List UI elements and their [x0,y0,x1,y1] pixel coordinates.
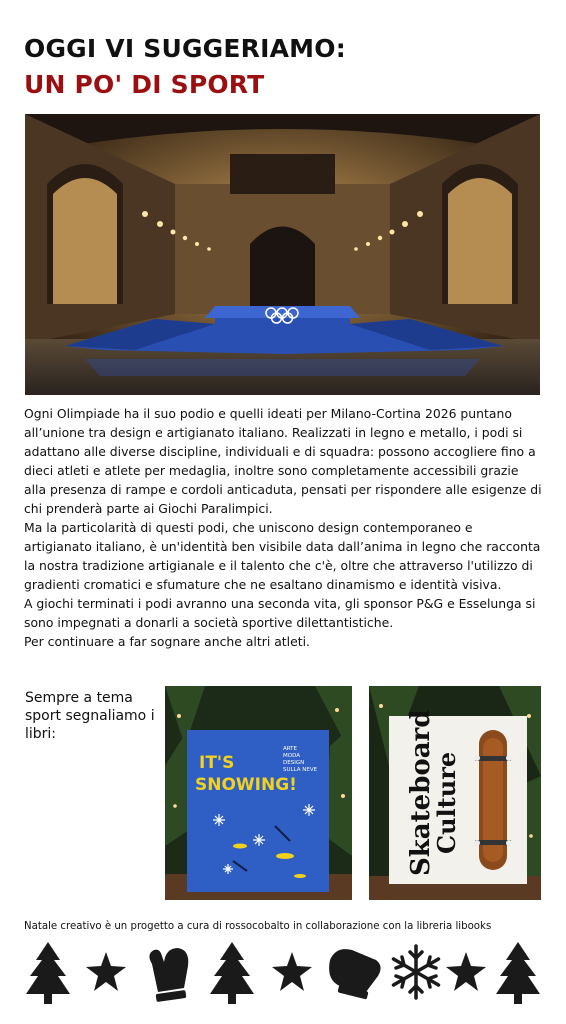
book-title-line1: IT'S [199,753,235,773]
star-icon [446,952,486,991]
galleria-podium-image [25,114,540,395]
tree-icon [210,942,254,1004]
star-icon [86,952,126,991]
article-paragraph: Ogni Olimpiade ha il suo podio e quelli ideati per Milano-Cortina 2026 puntano all’unione tra design e artigianato italiano. Realizzati in legno e metallo, i podi si adattano alle diverse discipline, individuali e di squadra: possono accogliere fino a dieci atleti e atlete per medaglia, inoltre sono completamente accessibili grazie alla presenza di rampe e cordoli anticaduta, pensati per rispondere alle esigenze di chi prenderà parte ai Giochi Paralimpici. [24,406,542,516]
svg-text:MODA: MODA [283,753,300,759]
svg-text:ARTE: ARTE [283,746,298,752]
footer-icon-row [18,940,548,1010]
svg-text:SNOWING!: SNOWING! [195,775,297,795]
svg-text:SULLA NEVE: SULLA NEVE [283,767,318,773]
star-icon [272,952,312,991]
mitten-icon [329,949,380,999]
mitten-icon [149,948,188,1002]
svg-text:DESIGN: DESIGN [283,760,305,766]
book-photo-skateboard-culture [369,686,541,900]
tree-icon [26,942,70,1004]
page-subtitle: UN PO' DI SPORT [24,70,265,99]
article-paragraph: Per continuare a far sognare anche altri atleti. [24,634,310,649]
footer-credit: Natale creativo è un progetto a cura di rossocobalto in collaborazione con la libreria libooks [24,921,492,932]
article-paragraph: Ma la particolarità di questi podi, che uniscono design contemporaneo e artigianato italiano, è un'identità ben visibile data dall’anima in legno che racconta la nostra tradizione artigianale e il talento che c'è, oltre che attraverso l'utilizzo di gradienti cromatici e sfumature che ne esaltano dinamismo e identità visiva. [24,520,541,592]
snowflake-icon [394,946,439,998]
svg-text:Skateboard: Skateboard [406,709,436,876]
books-intro: Sempre a tema sport segnaliamo i libri: [25,690,155,742]
article-body [24,404,544,651]
tree-icon [496,942,540,1004]
hero-photo [25,114,540,395]
svg-text:Culture: Culture [432,751,461,854]
article-paragraph: A giochi terminati i podi avranno una seconda vita, gli sponsor P&G e Esselunga si sono impegnati a donarli a società sportive dilettantistiche. [24,596,536,630]
page-title: OGGI VI SUGGERIAMO: [24,34,346,63]
book-photo-its-snowing [165,686,352,900]
